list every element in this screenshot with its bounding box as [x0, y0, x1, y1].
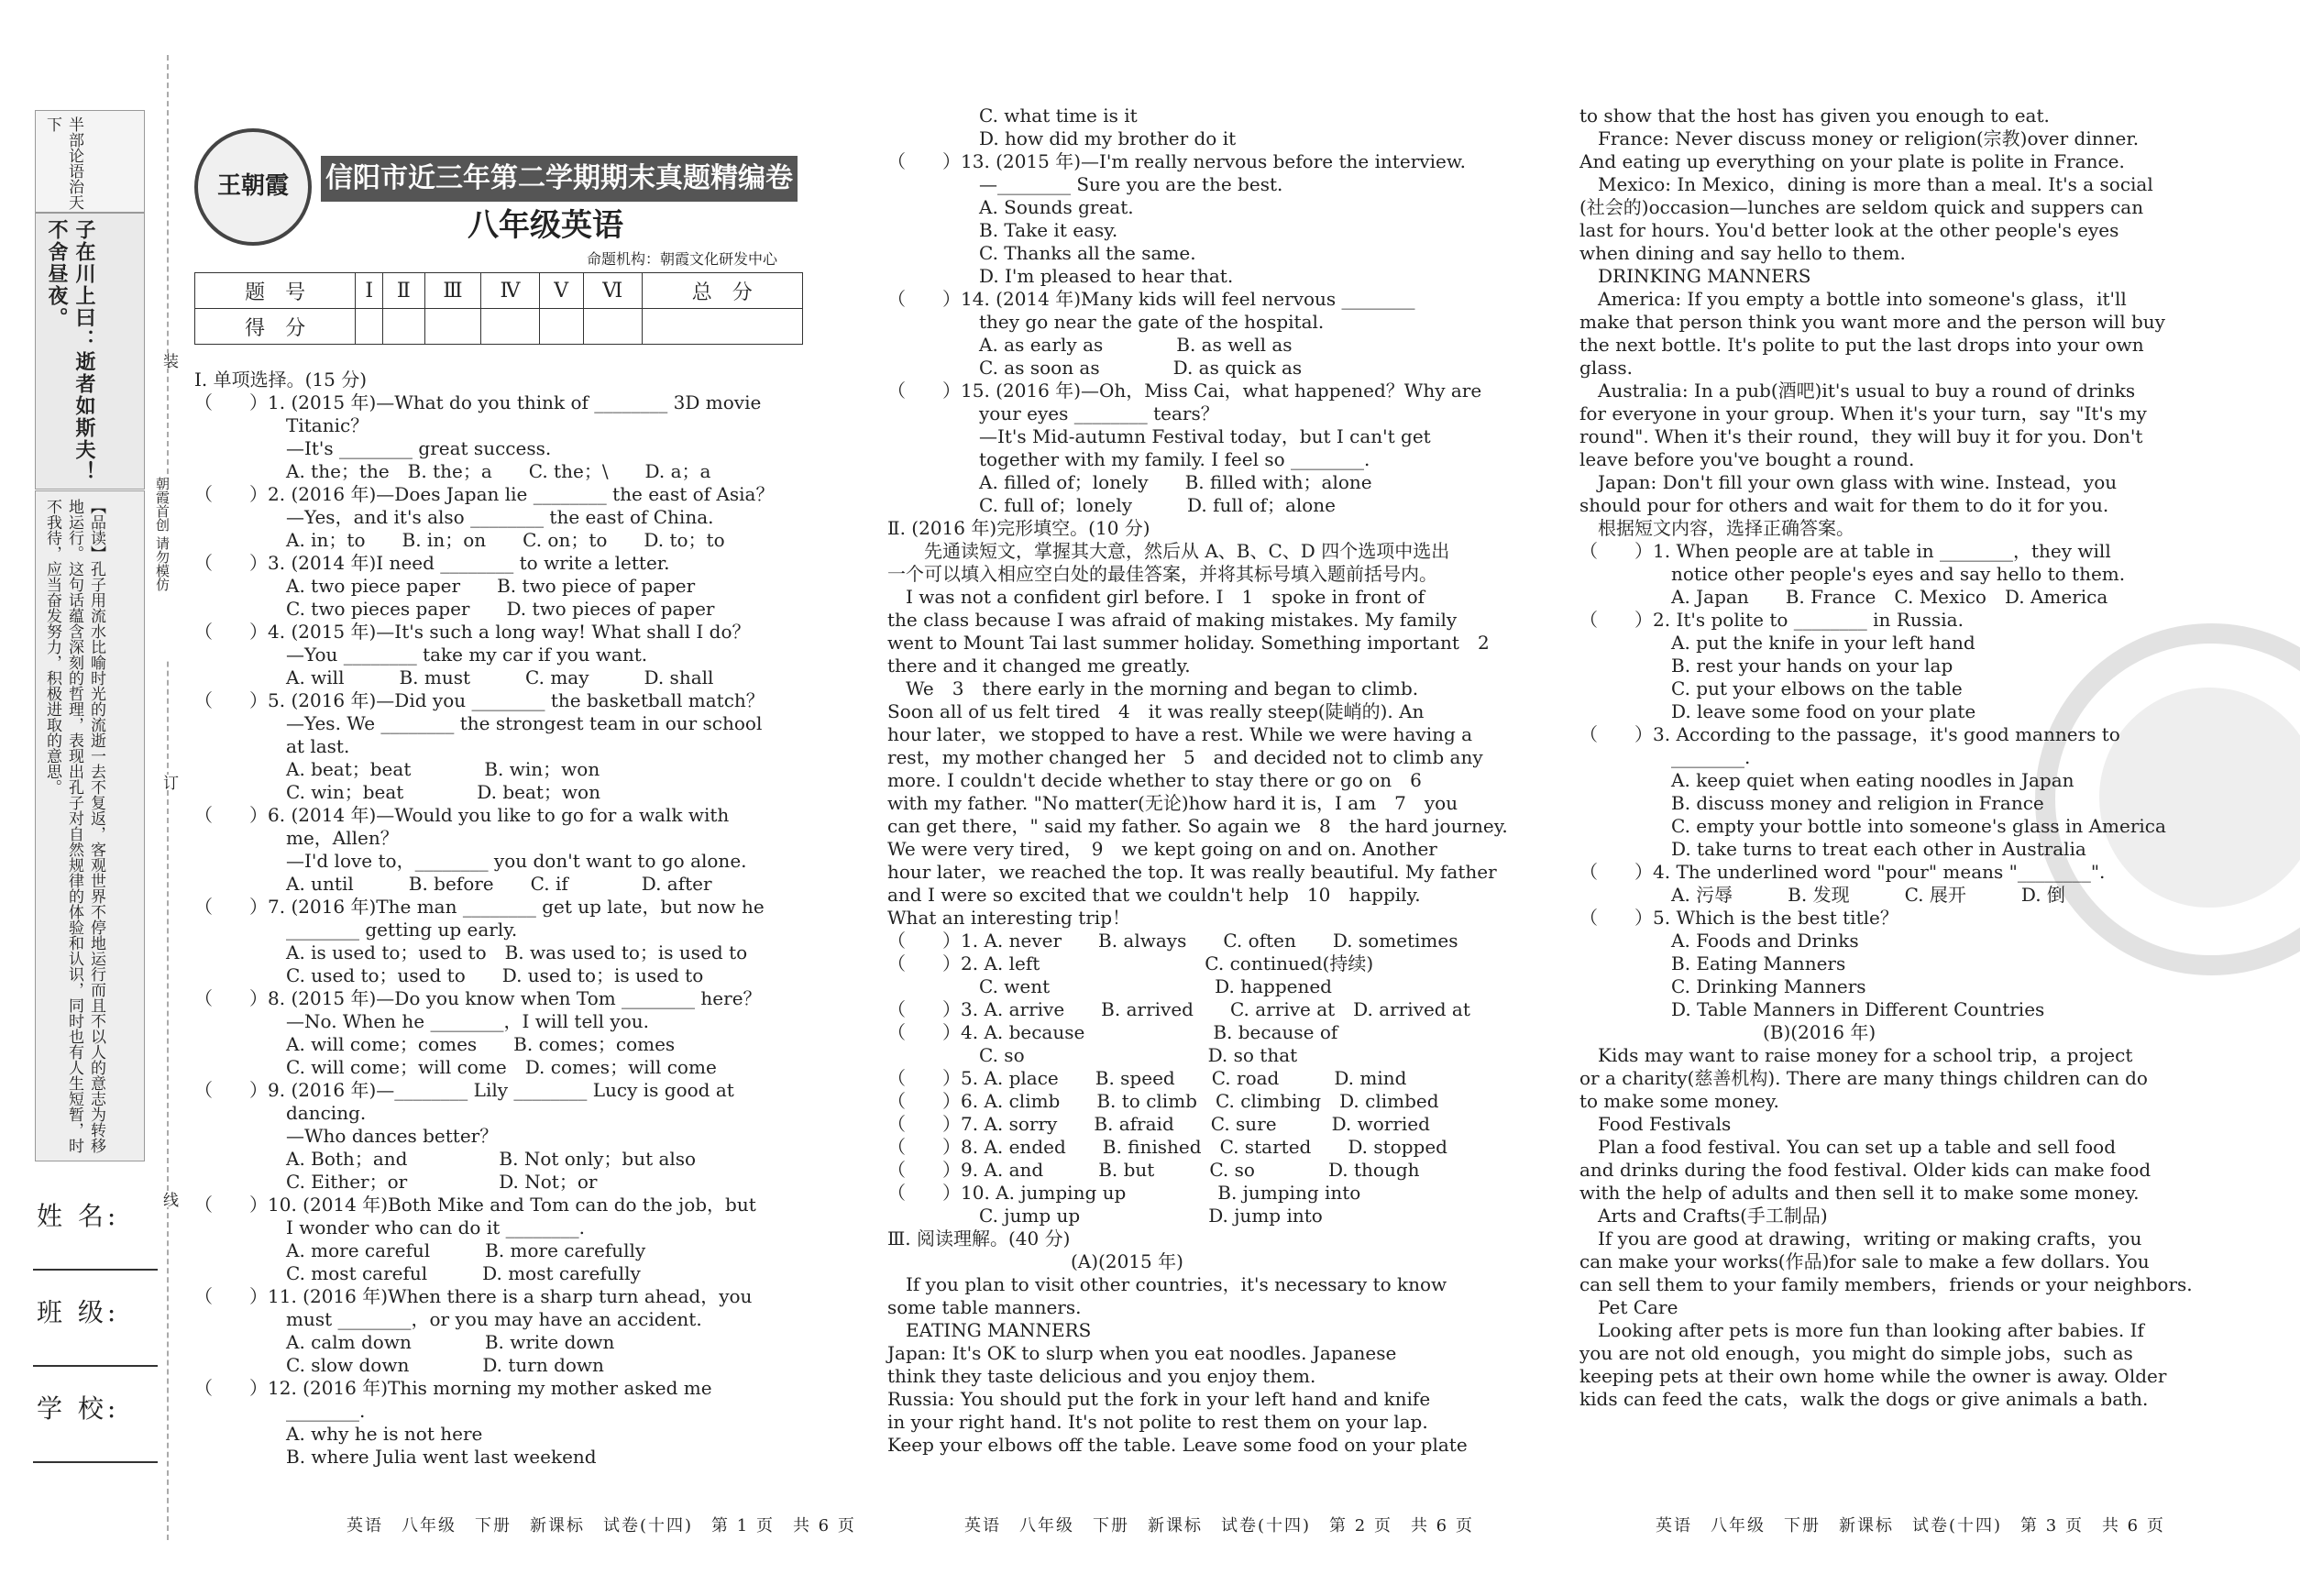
text-line: What an interesting trip！	[887, 907, 1130, 929]
text-line: D. Table Manners in Different Countries	[1579, 998, 2045, 1020]
text-line: （ ）12. (2016 年)This morning my mother asked me	[194, 1377, 712, 1399]
text-line: A. why he is not here	[194, 1423, 483, 1445]
text-line: A. will come；comes B. comes；comes	[194, 1033, 676, 1055]
text-line: A. until B. before C. if D. after	[194, 873, 712, 895]
text-line: Russia: You should put the fork in your left hand and knife	[887, 1388, 1431, 1410]
text-line: Soon all of us felt tired 4 it was really steep(陡峭的). An	[887, 700, 1425, 722]
text-line: C. two pieces paper D. two pieces of paper	[194, 598, 715, 620]
text-line: ________.	[1579, 746, 1751, 768]
text-line: make that person think you want more and the person will buy	[1579, 311, 2165, 333]
text-line: A. Japan B. France C. Mexico D. America	[1579, 586, 2108, 608]
text-line: Looking after pets is more fun than looking after babies. If	[1579, 1319, 2144, 1341]
score-cell: Ⅱ	[383, 273, 425, 309]
text-line: with my father. "No matter(无论)how hard it is，I am 7 you	[887, 792, 1458, 814]
text-line: 根据短文内容，选择正确答案。	[1579, 517, 1854, 539]
score-cell: Ⅲ	[424, 273, 481, 309]
text-line: （ ）2. A. left C. continued(持续)	[887, 952, 1374, 974]
text-line: Food Festivals	[1579, 1113, 1732, 1135]
text-line: America: If you empty a bottle into someone's glass，it'll	[1579, 288, 2127, 310]
text-line: hour later，we stopped to have a rest. While we were having a	[887, 723, 1473, 745]
text-line: （ ）3. (2014 年)I need ________ to write a letter.	[194, 552, 670, 574]
text-line: at last.	[194, 735, 350, 757]
text-line: C. slow down D. turn down	[194, 1354, 604, 1376]
text-line: Japan: Don't fill your own glass with wine. Instead，you	[1579, 471, 2118, 493]
text-line: （ ）2. (2016 年)—Does Japan lie ________ the east of Asia？	[194, 483, 775, 505]
text-line: when dining and say hello to them.	[1579, 242, 1906, 264]
text-line: （ ）9. A. and B. but C. so D. though	[887, 1159, 1420, 1181]
text-line: more. I couldn't decide whether to stay there or go on 6	[887, 769, 1422, 791]
text-line: Arts and Crafts(手工制品)	[1579, 1205, 1828, 1227]
text-line: last for hours. You'd better look at the other people's eyes	[1579, 219, 2119, 241]
page1-footer: 英语 八年级 下册 新课标 试卷(十四) 第 1 页 共 6 页	[347, 1516, 856, 1535]
text-line: C. Drinking Manners	[1579, 975, 1866, 997]
sidebar-logo	[35, 110, 145, 213]
text-line: think they taste delicious and you enjoy them.	[887, 1365, 1316, 1387]
margin-note: 朝霞首创 请勿模仿	[151, 477, 173, 660]
text-line: you are not old enough，you might do simple jobs，such as	[1579, 1342, 2133, 1364]
text-line: some table manners.	[887, 1296, 1082, 1318]
text-line: （ ）5. (2016 年)—Did you ________ the basketball match？	[194, 689, 765, 711]
text-line: —No. When he ________，I will tell you.	[194, 1010, 650, 1032]
text-line: （ ）7. A. sorry B. afraid C. sure D. worried	[887, 1113, 1430, 1135]
text-line: （ ）8. (2015 年)—Do you know when Tom ________ here？	[194, 987, 762, 1009]
text-line: We were very tired， 9 we kept going on and on. Another	[887, 838, 1437, 860]
sidebar-logo-text: 半部论语治天下	[43, 116, 83, 210]
score-cell: 总 分	[642, 273, 802, 309]
text-line: Kids may want to raise money for a school trip，a project	[1579, 1044, 2133, 1066]
text-line: ________.	[194, 1400, 366, 1422]
text-line: Titanic？	[194, 414, 369, 436]
text-line: I wonder who can do it ________.	[194, 1216, 585, 1238]
score-table-row	[195, 309, 803, 345]
text-line: there and it changed me greatly.	[887, 655, 1191, 677]
text-line: ________ getting up early.	[194, 919, 518, 941]
exam-org: 命题机构：朝霞文化研发中心	[587, 250, 778, 268]
reading-commentary-box	[35, 490, 145, 1161]
text-line: （ ）15. (2016 年)—Oh，Miss Cai，what happened？Why are	[887, 380, 1482, 402]
confucius-quote: 子在川上曰：逝者如斯夫！不舍昼夜。	[45, 219, 96, 483]
text-line: A. Sounds great.	[887, 196, 1134, 218]
text-line: C. will come；will come D. comes；will come	[194, 1056, 717, 1078]
score-input[interactable]	[642, 309, 802, 345]
text-line: they go near the gate of the hospital.	[887, 311, 1325, 333]
text-line: If you are good at drawing，writing or making crafts，you	[1579, 1227, 2142, 1249]
text-line: C. empty your bottle into someone's glass in America	[1579, 815, 2166, 837]
exam-subtitle: 八年级英语	[468, 207, 623, 244]
score-table	[194, 272, 803, 345]
text-line: —You ________ take my car if you want.	[194, 644, 648, 666]
text-line: B. Eating Manners	[1579, 952, 1846, 974]
class-field[interactable]	[33, 1365, 158, 1367]
school-field[interactable]	[33, 1461, 158, 1463]
score-table-row	[195, 273, 803, 309]
text-line: went to Mount Tai last summer holiday. Something important 2	[887, 632, 1490, 654]
text-line: glass.	[1579, 357, 1634, 379]
text-line: （ ）14. (2014 年)Many kids will feel nervous ________	[887, 288, 1415, 310]
text-line: 先通读短文，掌握其大意，然后从 A、B、C、D 四个选项中选出	[887, 540, 1450, 562]
text-line: A. two piece paper B. two piece of paper	[194, 575, 696, 597]
text-line: （ ）13. (2015 年)—I'm really nervous before the interview.	[887, 150, 1466, 172]
page2-column	[887, 105, 1511, 1457]
text-line: C. full of；lonely D. full of；alone	[887, 494, 1337, 516]
text-line: France: Never discuss money or religion(宗教)over dinner.	[1579, 127, 2140, 149]
score-cell: 题 号	[195, 273, 356, 309]
text-line: D. I'm pleased to hear that.	[887, 265, 1234, 287]
text-line: C. Thanks all the same.	[887, 242, 1196, 264]
text-line: leave before you've bought a round.	[1579, 448, 1915, 470]
name-field[interactable]	[33, 1269, 158, 1271]
page1-column	[194, 369, 818, 1469]
text-line: A. 污辱 B. 发现 C. 展开 D. 倒	[1579, 884, 2065, 906]
exam-title: 信阳市近三年第二学期期末真题精编卷	[321, 156, 798, 202]
text-line: your eyes ________ tears？	[887, 402, 1219, 424]
text-line: (A)(2015 年)	[887, 1250, 1183, 1272]
text-line: （ ）8. A. ended B. finished C. started D. stopped	[887, 1136, 1447, 1158]
text-line: （ ）4. The underlined word "pour" means "________".	[1579, 861, 2106, 883]
text-line: to show that the host has given you enough to eat.	[1579, 105, 2050, 127]
text-line: （ ）1. When people are at table in ________，they will	[1579, 540, 2111, 562]
text-line: me，Allen？	[194, 827, 399, 849]
text-line: the next bottle. It's polite to put the last drops into your own	[1579, 334, 2144, 356]
text-line: 一个可以填入相应空白处的最佳答案，并将其标号填入题前括号内。	[887, 563, 1437, 585]
text-line: must ________，or you may have an accident.	[194, 1308, 702, 1330]
text-line: （ ）10. A. jumping up B. jumping into	[887, 1182, 1361, 1204]
text-line: Pet Care	[1579, 1296, 1678, 1318]
score-cell: 得 分	[195, 309, 356, 345]
text-line: C. put your elbows on the table	[1579, 677, 1963, 699]
margin-word-ding: 订	[160, 775, 178, 790]
text-line: A. put the knife in your left hand	[1579, 632, 1975, 654]
text-line: D. take turns to treat each other in Australia	[1579, 838, 2086, 860]
text-line: （ ）10. (2014 年)Both Mike and Tom can do the job，but	[194, 1194, 756, 1216]
text-line: （ ）1. (2015 年)—What do you think of ________ 3D movie	[194, 391, 762, 413]
score-cell: Ⅰ	[356, 273, 383, 309]
text-line: can make your works(作品)for sale to make a few dollars. You	[1579, 1250, 2150, 1272]
score-input[interactable]	[481, 309, 539, 345]
name-label: 姓 名:	[37, 1201, 120, 1231]
text-line: —Who dances better？	[194, 1125, 499, 1147]
text-line: （ ）9. (2016 年)—________ Lily ________ Lucy is good at	[194, 1079, 734, 1101]
text-line: to make some money.	[1579, 1090, 1779, 1112]
text-line: Keep your elbows off the table. Leave some food on your plate	[887, 1434, 1468, 1456]
text-line: can sell them to your family members，friends or your neighbors.	[1579, 1273, 2193, 1295]
page3-column	[1579, 105, 2203, 1411]
text-line: —Yes，and it's also ________ the east of China.	[194, 506, 714, 528]
text-line: A. in；to B. in；on C. on；to D. to；to	[194, 529, 725, 551]
text-line: C. most careful D. most carefully	[194, 1262, 641, 1284]
score-cell: Ⅴ	[539, 273, 583, 309]
score-input[interactable]	[583, 309, 642, 345]
text-line: dancing.	[194, 1102, 367, 1124]
score-input[interactable]	[356, 309, 383, 345]
text-line: together with my family. I feel so ________.	[887, 448, 1370, 470]
score-cell: Ⅳ	[481, 273, 539, 309]
text-line: (B)(2016 年)	[1579, 1021, 1876, 1043]
text-line: If you plan to visit other countries，it's necessary to know	[887, 1273, 1447, 1295]
text-line: round". When it's their round，they will buy it for you. Don't	[1579, 425, 2143, 447]
binding-line	[167, 55, 169, 1540]
text-line: —It's ________ great success.	[194, 437, 552, 459]
text-line: C. jump up D. jump into	[887, 1205, 1323, 1227]
text-line: I was not a confident girl before. I 1 spoke in front of	[887, 586, 1425, 608]
school-label: 学 校:	[37, 1393, 120, 1424]
text-line: keeping pets at their own home while the owner is away. Older	[1579, 1365, 2167, 1387]
text-line: A. more careful B. more carefully	[194, 1239, 646, 1261]
text-line: （ ）2. It's polite to ________ in Russia.	[1579, 609, 1964, 631]
text-line: C. win；beat D. beat；won	[194, 781, 600, 803]
text-line: rest，my mother changed her 5 and decided not to climb any	[887, 746, 1483, 768]
text-line: （ ）5. A. place B. speed C. road D. mind	[887, 1067, 1407, 1089]
text-line: （ ）4. A. because B. because of	[887, 1021, 1338, 1043]
text-line: A. as early as B. as well as	[887, 334, 1293, 356]
brand-logo	[194, 128, 312, 246]
text-line: Australia: In a pub(酒吧)it's usual to buy a round of drinks	[1579, 380, 2136, 402]
text-line: Mexico: In Mexico，dining is more than a meal. It's a social	[1579, 173, 2153, 195]
text-line: kids can feed the cats，walk the dogs or give animals a bath.	[1579, 1388, 2149, 1410]
text-line: notice other people's eyes and say hello to them.	[1579, 563, 2126, 585]
text-line: We 3 there early in the morning and began to climb.	[887, 677, 1419, 699]
text-line: A. will B. must C. may D. shall	[194, 666, 714, 688]
text-line: （ ）6. (2014 年)—Would you like to go for a walk with	[194, 804, 730, 826]
text-line: can get there，" said my father. So again we 8 the hard journey.	[887, 815, 1508, 837]
text-line: (社会的)occasion—lunches are seldom quick and suppers can	[1579, 196, 2144, 218]
text-line: C. as soon as D. as quick as	[887, 357, 1303, 379]
text-line: DRINKING MANNERS	[1579, 265, 1811, 287]
confucius-quote-box	[35, 213, 145, 490]
text-line: and drinks during the food festival. Older kids can make food	[1579, 1159, 2151, 1181]
text-line: with the help of adults and then sell it to make some money.	[1579, 1182, 2140, 1204]
text-line: （ ）6. A. climb B. to climb C. climbing D. climbed	[887, 1090, 1439, 1112]
text-line: A. is used to；used to B. was used to；is used to	[194, 941, 748, 963]
text-line: （ ）1. A. never B. always C. often D. sometimes	[887, 930, 1458, 952]
text-line: EATING MANNERS	[887, 1319, 1092, 1341]
text-line: （ ）3. A. arrive B. arrived C. arrive at D. arrived at	[887, 998, 1470, 1020]
text-line: Ⅰ. 单项选择。(15 分)	[194, 369, 368, 391]
text-line: B. where Julia went last weekend	[194, 1446, 597, 1468]
text-line: or a charity(慈善机构). There are many things children can do	[1579, 1067, 2148, 1089]
text-line: in your right hand. It's not polite to rest them on your lap.	[887, 1411, 1428, 1433]
score-cell: Ⅵ	[583, 273, 642, 309]
text-line: hour later，we reached the top. It was really beautiful. My father	[887, 861, 1497, 883]
text-line: C. what time is it	[887, 105, 1138, 127]
text-line: A. calm down B. write down	[194, 1331, 615, 1353]
reading-commentary: 【品读】孔子用流水比喻时光的流逝一去不复返，客观世界不停地运行而且不以人的意志为转移地运行。这句话蕴含深刻的哲理，表现出孔子对自然规律的体验和认识，同时也有人生短暂，时不我待，应当奋发努力，积极进取的意思。	[43, 499, 105, 1153]
margin-word-xian: 线	[160, 1192, 178, 1207]
text-line: C. went D. happened	[887, 975, 1332, 997]
text-line: Japan: It's OK to slurp when you eat noodles. Japanese	[887, 1342, 1397, 1364]
text-line: should pour for others and wait for them to do it for you.	[1579, 494, 2109, 516]
text-line: Ⅲ. 阅读理解。(40 分)	[887, 1227, 1071, 1249]
score-input[interactable]	[424, 309, 481, 345]
text-line: A. the；the B. the；a C. the；\ D. a；a	[194, 460, 711, 482]
brand-logo-text: 王朝霞	[216, 172, 289, 200]
text-line: —Yes. We ________ the strongest team in our school	[194, 712, 763, 734]
text-line: —I'd love to，________ you don't want to go alone.	[194, 850, 747, 872]
text-line: A. Both；and B. Not only；but also	[194, 1148, 697, 1170]
text-line: and I were so excited that we couldn't help 10 happily.	[887, 884, 1421, 906]
text-line: for everyone in your group. When it's your turn，say "It's my	[1579, 402, 2147, 424]
text-line: A. beat；beat B. win；won	[194, 758, 600, 780]
text-line: B. rest your hands on your lap	[1579, 655, 1953, 677]
text-line: C. used to；used to D. used to；is used to	[194, 964, 704, 986]
text-line: —________ Sure you are the best.	[887, 173, 1283, 195]
text-line: And eating up everything on your plate is polite in France.	[1579, 150, 2125, 172]
text-line: Plan a food festival. You can set up a table and sell food	[1579, 1136, 2116, 1158]
text-line: C. Either；or D. Not；or	[194, 1171, 598, 1193]
text-line: the class because I was afraid of making mistakes. My family	[887, 609, 1458, 631]
text-line: B. Take it easy.	[887, 219, 1118, 241]
score-input[interactable]	[539, 309, 583, 345]
text-line: B. discuss money and religion in France	[1579, 792, 2044, 814]
margin-word-zhuang: 装	[160, 353, 178, 369]
text-line: （ ）7. (2016 年)The man ________ get up late，but now he	[194, 896, 765, 918]
class-label: 班 级:	[37, 1297, 120, 1327]
text-line: （ ）4. (2015 年)—It's such a long way! What shall I do？	[194, 621, 751, 643]
page3-footer: 英语 八年级 下册 新课标 试卷(十四) 第 3 页 共 6 页	[1656, 1516, 2165, 1535]
page2-footer: 英语 八年级 下册 新课标 试卷(十四) 第 2 页 共 6 页	[964, 1516, 1474, 1535]
text-line: （ ）5. Which is the best title？	[1579, 907, 1898, 929]
text-line: —It's Mid-autumn Festival today，but I can't get	[887, 425, 1431, 447]
text-line: C. so D. so that	[887, 1044, 1298, 1066]
text-line: D. how did my brother do it	[887, 127, 1237, 149]
text-line: A. filled of；lonely B. filled with；alone	[887, 471, 1372, 493]
text-line: Ⅱ. (2016 年)完形填空。(10 分)	[887, 517, 1150, 539]
score-input[interactable]	[383, 309, 425, 345]
text-line: （ ）11. (2016 年)When there is a sharp turn ahead，you	[194, 1285, 753, 1307]
text-line: D. leave some food on your plate	[1579, 700, 1976, 722]
text-line: A. Foods and Drinks	[1579, 930, 1859, 952]
text-line: A. keep quiet when eating noodles in Japan	[1579, 769, 2074, 791]
text-line: （ ）3. According to the passage，it's good manners to	[1579, 723, 2120, 745]
